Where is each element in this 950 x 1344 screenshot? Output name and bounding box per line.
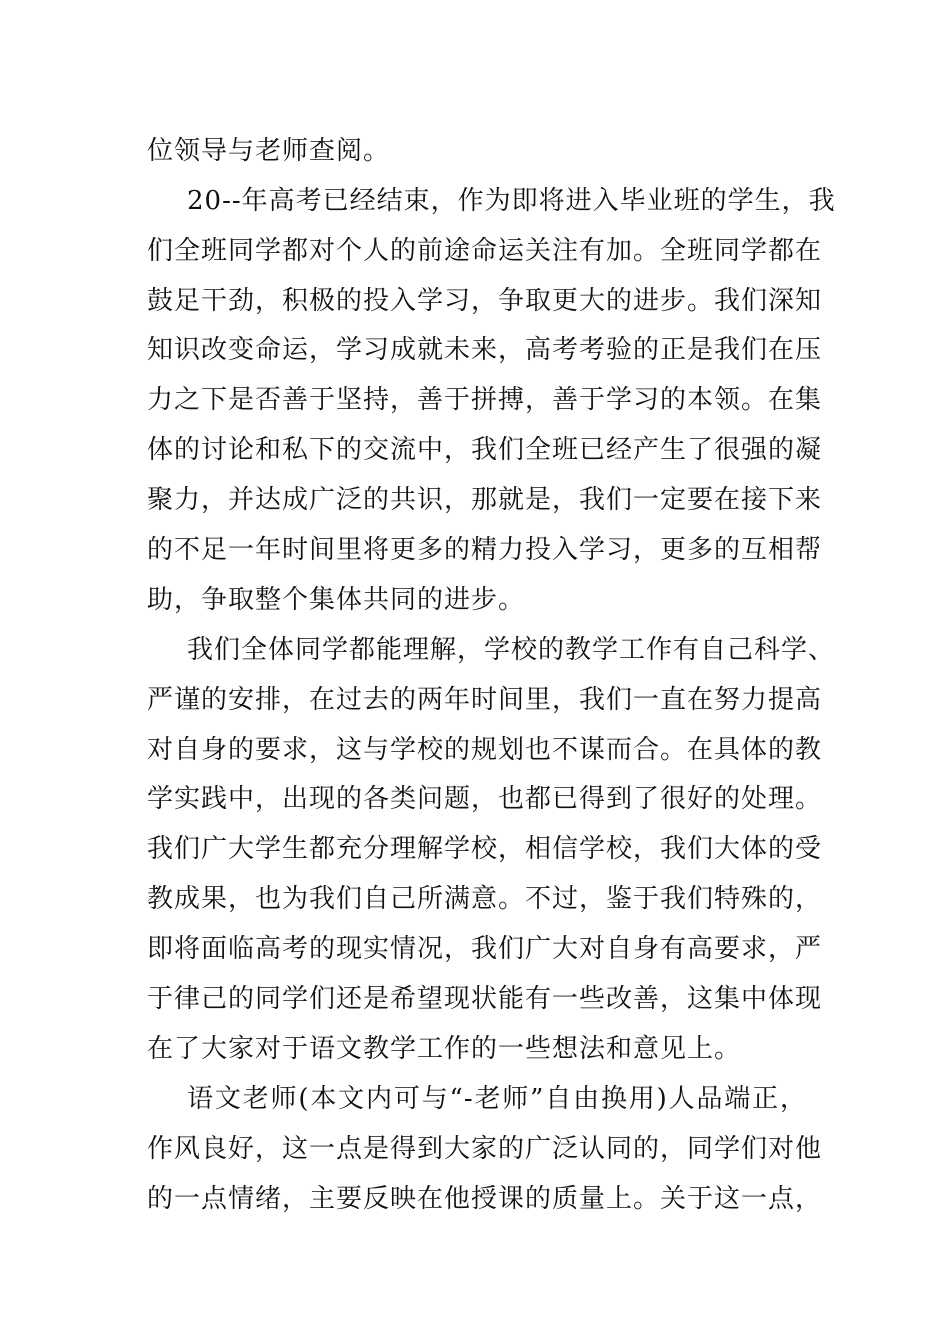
text-line: 位领导与老师查阅。 — [147, 136, 391, 166]
paragraph-first-line: 20--年高考已经结束，作为即将进入毕业班的学生，我 — [187, 186, 836, 216]
text-line: 教成果，也为我们自己所满意。不过，鉴于我们特殊的， — [147, 884, 823, 914]
text-line: 们全班同学都对个人的前途命运关注有加。全班同学都在 — [147, 236, 823, 266]
paragraph-first-line: 我们全体同学都能理解，学校的教学工作有自己科学、 — [187, 635, 836, 665]
text-line: 聚力，并达成广泛的共识，那就是，我们一定要在接下来 — [147, 485, 823, 515]
text-line: 鼓足干劲，积极的投入学习，争取更大的进步。我们深知 — [147, 286, 823, 316]
text-line: 体的讨论和私下的交流中，我们全班已经产生了很强的凝 — [147, 435, 823, 465]
text-line: 知识改变命运，学习成就未来，高考考验的正是我们在压 — [147, 335, 823, 365]
text-line: 即将面临高考的现实情况，我们广大对自身有高要求，严 — [147, 934, 823, 964]
text-line: 于律己的同学们还是希望现状能有一些改善，这集中体现 — [147, 984, 823, 1014]
paragraph-first-line: 语文老师(本文内可与“-老师”自由换用)人品端正， — [187, 1084, 807, 1114]
text-line: 在了大家对于语文教学工作的一些想法和意见上。 — [147, 1034, 742, 1064]
text-line: 严谨的安排，在过去的两年时间里，我们一直在努力提高 — [147, 685, 823, 715]
text-line: 的一点情绪，主要反映在他授课的质量上。关于这一点， — [147, 1184, 823, 1214]
text-line: 的不足一年时间里将更多的精力投入学习，更多的互相帮 — [147, 535, 823, 565]
text-line: 助，争取整个集体共同的进步。 — [147, 585, 526, 615]
text-line: 力之下是否善于坚持，善于拼搏，善于学习的本领。在集 — [147, 385, 823, 415]
text-line: 作风良好，这一点是得到大家的广泛认同的，同学们对他 — [147, 1134, 823, 1164]
text-line: 我们广大学生都充分理解学校，相信学校，我们大体的受 — [147, 834, 823, 864]
text-line: 对自身的要求，这与学校的规划也不谋而合。在具体的教 — [147, 735, 823, 765]
text-line: 学实践中，出现的各类问题，也都已得到了很好的处理。 — [147, 784, 823, 814]
